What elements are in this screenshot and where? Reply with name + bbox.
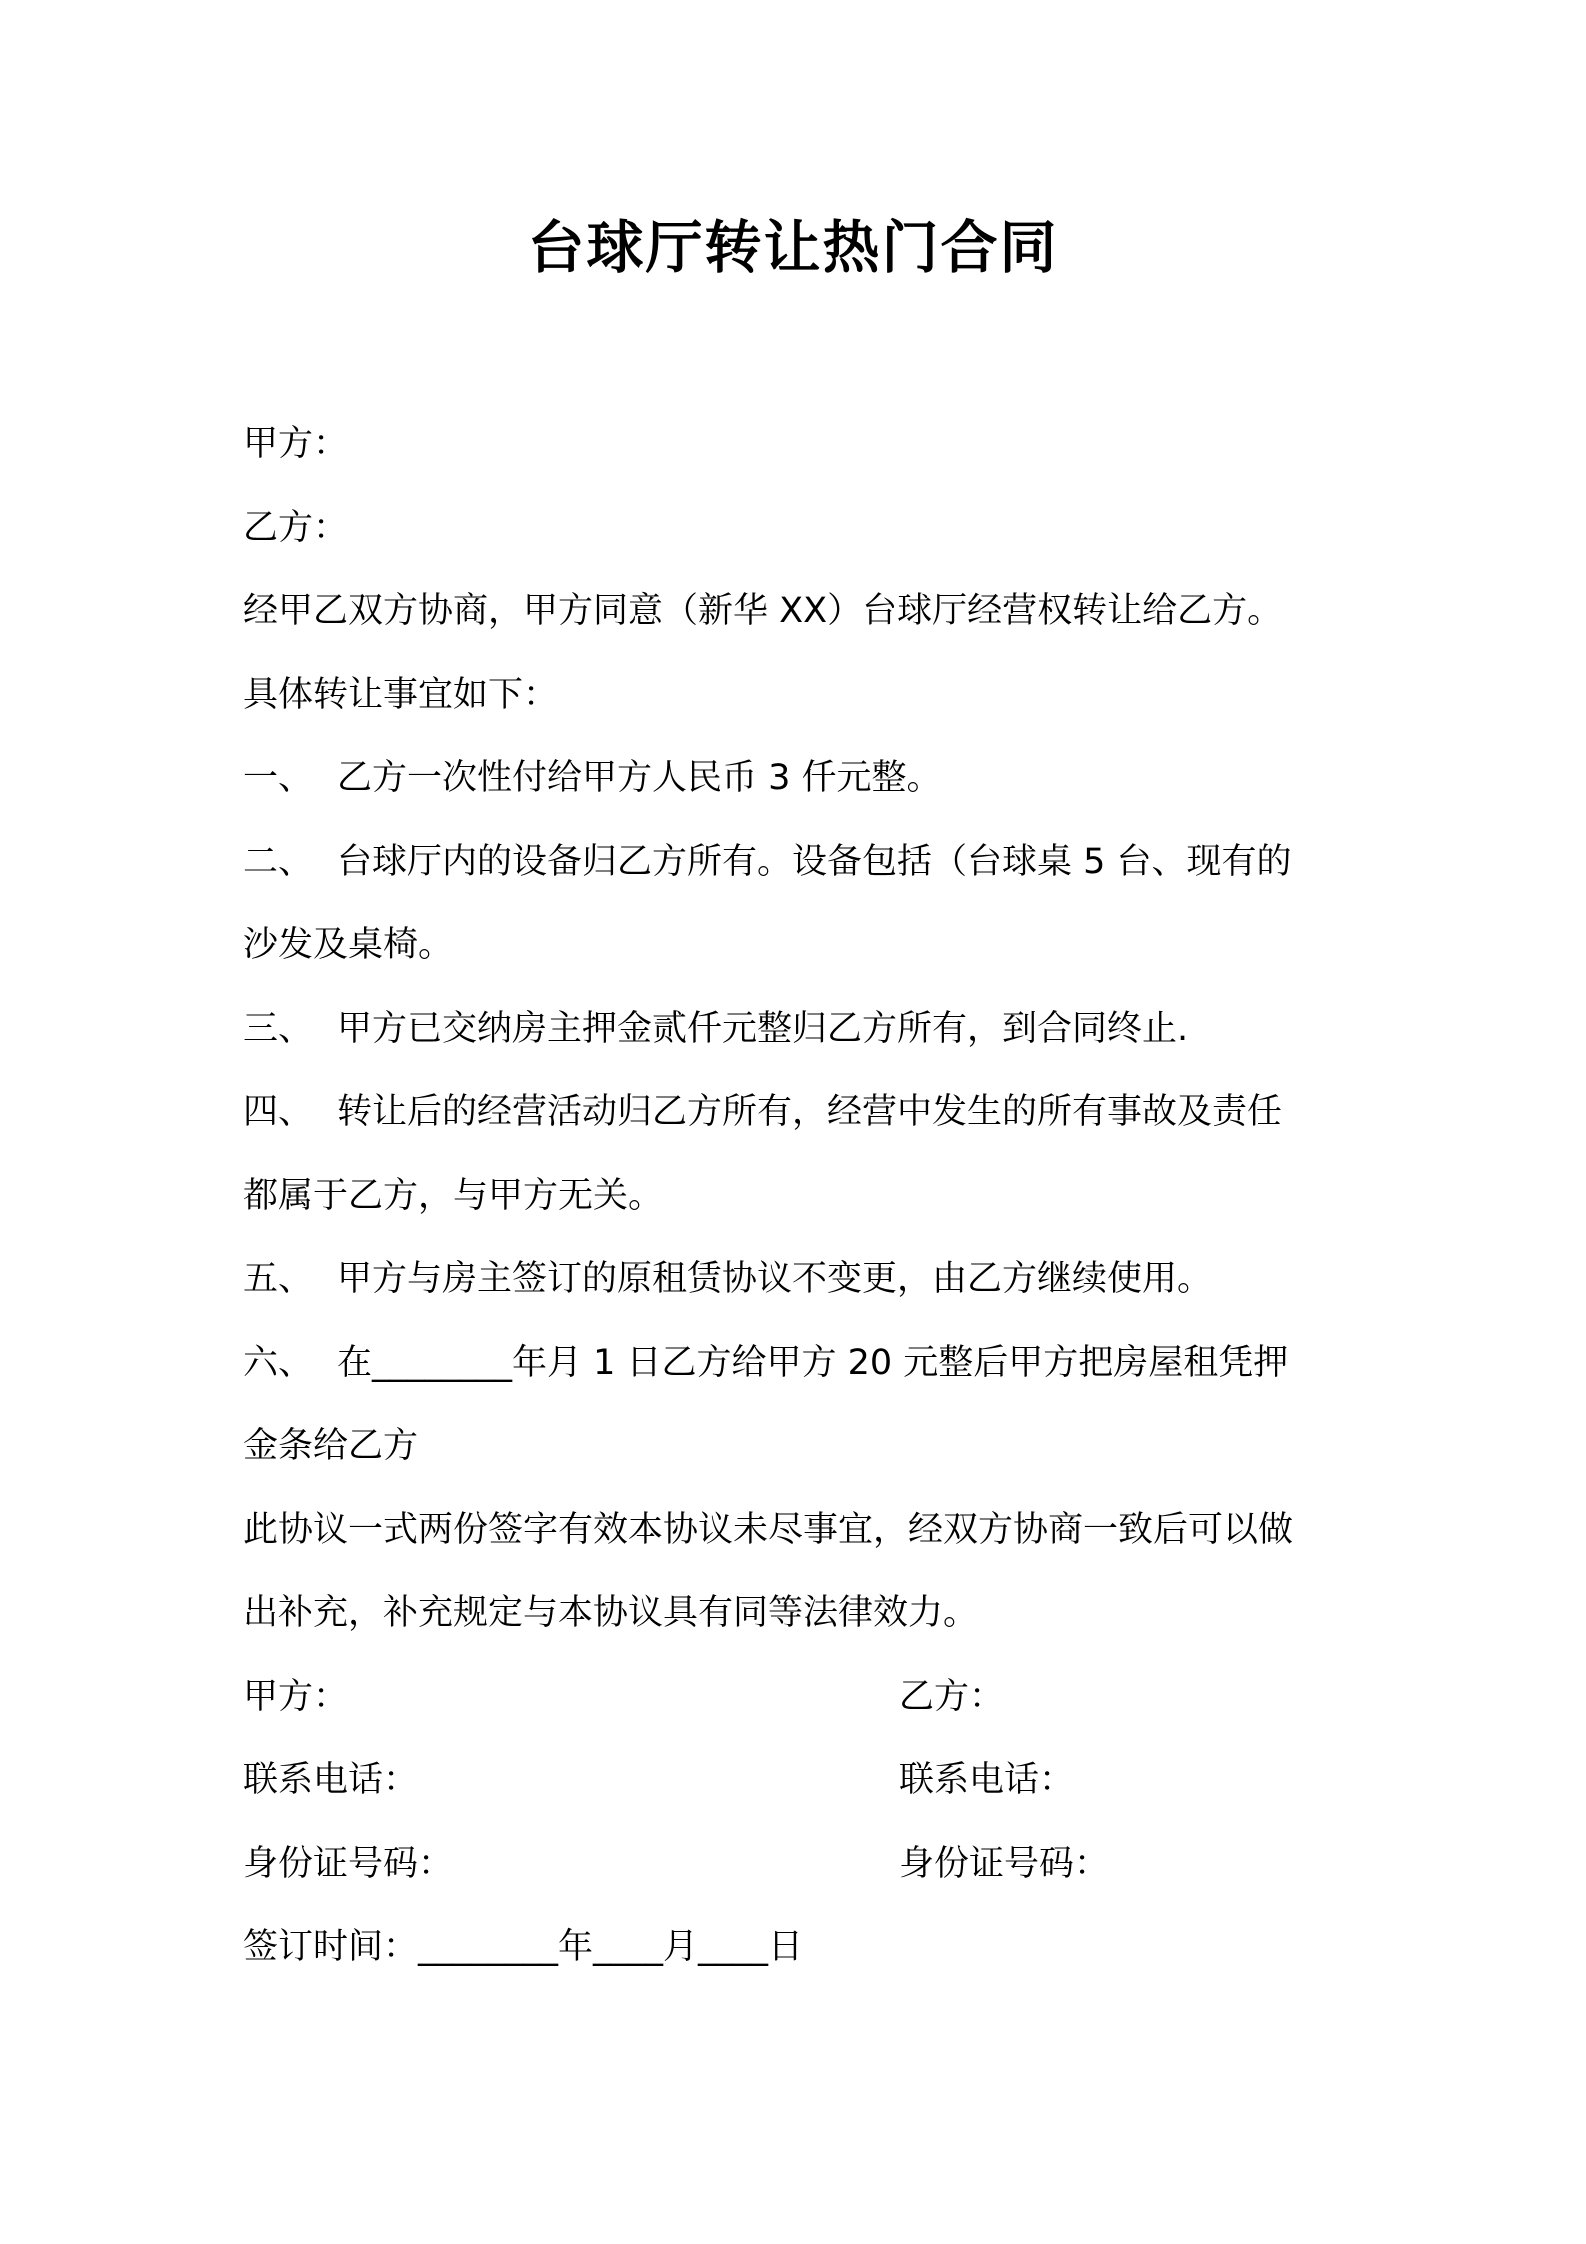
clause-text: 在________年月 1 日乙方给甲方 20 元整后甲方把房屋租凭押 <box>337 1342 1289 1383</box>
clause-text-continued: 沙发及桌椅。 <box>243 925 454 965</box>
intro-subheading: 具体转让事宜如下： <box>243 674 559 715</box>
clause-text: 转让后的经营活动归乙方所有，经营中发生的所有事故及责任 <box>337 1092 1283 1132</box>
id-number-party-b: 身份证号码： <box>899 1843 1110 1884</box>
clause-number: 一、 <box>243 758 314 798</box>
signing-date: 签订时间：________年____月____日 <box>243 1927 804 1967</box>
closing-paragraph: 此协议一式两份签字有效本协议未尽事宜，经双方协商一致后可以做 <box>243 1509 1294 1550</box>
signature-phone-row <box>243 1739 1358 1823</box>
clause-text-continued: 金条给乙方 <box>243 1426 419 1466</box>
clause-number: 二、 <box>243 841 314 882</box>
clause-text: 甲方已交纳房主押金贰仟元整归乙方所有，到合同终止. <box>337 1008 1189 1049</box>
signature-id-row <box>243 1823 1358 1907</box>
clause-3 <box>243 988 1358 1072</box>
phone-party-b: 联系电话： <box>899 1760 1075 1800</box>
document-body <box>243 403 1358 1990</box>
clause-text: 甲方与房主签订的原租赁协议不变更，由乙方继续使用。 <box>337 1259 1213 1299</box>
clause-6 <box>243 1322 1358 1406</box>
clause-number: 五、 <box>243 1259 314 1299</box>
clause-number: 六、 <box>243 1342 314 1383</box>
clause-1 <box>243 737 1358 821</box>
signature-party-b: 乙方： <box>899 1676 1005 1717</box>
clause-text: 乙方一次性付给甲方人民币 3 仟元整。 <box>337 758 942 798</box>
clause-2 <box>243 821 1358 905</box>
clause-4 <box>243 1071 1358 1155</box>
clause-5 <box>243 1238 1358 1322</box>
clause-text-continued: 都属于乙方，与甲方无关。 <box>243 1175 664 1216</box>
signature-party-a: 甲方： <box>243 1676 349 1717</box>
party-b-label: 乙方： <box>243 507 349 548</box>
closing-paragraph-continued: 出补充，补充规定与本协议具有同等法律效力。 <box>243 1593 979 1633</box>
clause-text: 台球厅内的设备归乙方所有。设备包括（台球桌 5 台、现有的 <box>337 841 1292 882</box>
document-title: 台球厅转让热门合同 <box>527 215 1059 281</box>
party-a-label: 甲方： <box>243 424 349 464</box>
phone-party-a: 联系电话： <box>243 1760 419 1800</box>
clause-number: 四、 <box>243 1092 314 1132</box>
intro-paragraph: 经甲乙双方协商，甲方同意（新华 XX）台球厅经营权转让给乙方。 <box>243 591 1283 631</box>
id-number-party-a: 身份证号码： <box>243 1843 454 1884</box>
clause-number: 三、 <box>243 1008 314 1049</box>
signature-parties-row <box>243 1656 1358 1740</box>
